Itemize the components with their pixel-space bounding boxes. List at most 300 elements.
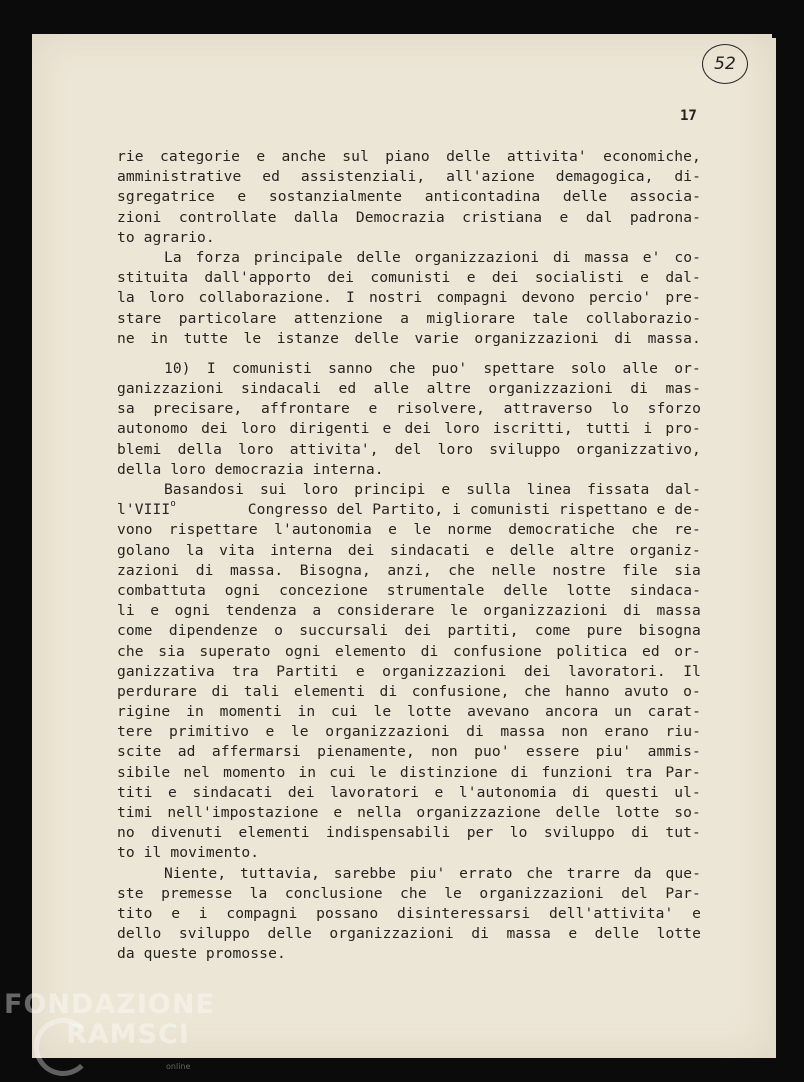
word: superato bbox=[199, 642, 271, 660]
word: associa- bbox=[629, 188, 701, 206]
word: dal- bbox=[665, 269, 701, 287]
word: funzioni bbox=[541, 763, 613, 781]
word: piano bbox=[385, 148, 430, 165]
word: di bbox=[195, 561, 214, 579]
word: di bbox=[211, 682, 230, 700]
word: e bbox=[485, 541, 495, 559]
text-line bbox=[117, 702, 701, 722]
word: interna bbox=[270, 541, 333, 559]
word: anzi, bbox=[387, 561, 432, 579]
word: e bbox=[434, 783, 444, 801]
text-line bbox=[117, 309, 701, 329]
word: Bisogna, bbox=[299, 561, 371, 579]
word: massa bbox=[506, 925, 551, 943]
word: li bbox=[117, 602, 135, 620]
word: piu' bbox=[595, 743, 632, 761]
word: errato bbox=[459, 864, 513, 882]
word: attivita' bbox=[506, 148, 587, 165]
text-line bbox=[117, 642, 701, 662]
word: La bbox=[164, 248, 182, 266]
word: ganizzativa bbox=[117, 662, 215, 680]
word: di bbox=[630, 380, 649, 398]
text-line bbox=[117, 783, 701, 803]
word: elementi bbox=[238, 824, 310, 842]
word: fissata bbox=[587, 481, 650, 498]
word: di bbox=[510, 763, 529, 781]
text-line bbox=[117, 440, 701, 460]
word: loro bbox=[437, 440, 474, 458]
word: or- bbox=[674, 359, 701, 377]
text-line bbox=[117, 621, 701, 641]
word: sanno bbox=[328, 359, 373, 377]
word: di bbox=[471, 925, 489, 943]
word: so- bbox=[674, 804, 701, 821]
word: tali bbox=[243, 682, 280, 700]
word: re- bbox=[674, 521, 701, 539]
word: e bbox=[559, 208, 569, 226]
word: zioni bbox=[117, 208, 162, 226]
word: Democrazia bbox=[355, 208, 445, 226]
word: e' bbox=[642, 248, 661, 266]
word: ganizzazioni bbox=[117, 380, 224, 398]
word: massa. bbox=[647, 329, 701, 347]
word: collaborazio- bbox=[585, 309, 701, 327]
text-line bbox=[117, 187, 701, 207]
word: la bbox=[249, 884, 268, 902]
word: tutte bbox=[183, 329, 228, 347]
word: e bbox=[265, 723, 275, 741]
word: o bbox=[274, 622, 283, 640]
word: sviluppo bbox=[489, 440, 561, 458]
word: bisogna bbox=[638, 622, 701, 640]
word: a bbox=[312, 602, 322, 620]
word: tito bbox=[117, 904, 153, 922]
word: le bbox=[368, 763, 387, 781]
word: amministrative bbox=[117, 168, 242, 186]
word: hanno bbox=[565, 682, 610, 700]
word: dello bbox=[117, 925, 162, 943]
word: migliorare bbox=[426, 309, 516, 327]
word: della bbox=[177, 440, 222, 458]
word: e bbox=[171, 904, 181, 922]
word: Il bbox=[683, 662, 701, 680]
word: questi bbox=[605, 783, 659, 801]
word: nelle bbox=[491, 561, 536, 579]
text-line: to agrario. bbox=[117, 228, 215, 246]
word: tutti bbox=[585, 420, 631, 438]
word: divenuti bbox=[151, 824, 223, 842]
word: ancora bbox=[545, 703, 599, 721]
gramsci-g-logo-icon bbox=[34, 1018, 92, 1076]
word: le bbox=[444, 884, 462, 902]
word: o- bbox=[683, 682, 701, 700]
text-line bbox=[117, 520, 701, 540]
word: nell'impostazione bbox=[167, 804, 319, 821]
word: combattuta bbox=[117, 581, 206, 599]
word: dall'apporto bbox=[204, 269, 312, 287]
word: affrontare bbox=[261, 400, 350, 418]
word: ne bbox=[117, 329, 135, 347]
fondazione-gramsci-watermark bbox=[4, 989, 215, 1071]
word: tendenza bbox=[225, 602, 297, 620]
text-line bbox=[117, 541, 701, 561]
word: economiche, bbox=[603, 148, 701, 165]
word: come bbox=[117, 622, 153, 640]
word: altre bbox=[426, 380, 472, 398]
word: titi bbox=[117, 783, 153, 801]
word: che bbox=[400, 884, 427, 902]
line-prefix: l'VIII bbox=[117, 501, 171, 519]
word: del bbox=[394, 440, 422, 458]
word: premesse bbox=[161, 884, 233, 902]
text-line bbox=[117, 823, 701, 843]
text-line bbox=[117, 379, 701, 399]
text-line bbox=[117, 208, 701, 228]
word: rie bbox=[117, 148, 144, 165]
word: 10) bbox=[164, 359, 191, 377]
word: principale bbox=[253, 248, 343, 266]
word: ed bbox=[641, 642, 660, 660]
text-line bbox=[117, 884, 701, 904]
word: sarebbe bbox=[333, 864, 397, 882]
word: particolare bbox=[178, 309, 277, 327]
word: loro bbox=[444, 420, 480, 438]
word: pienamente, bbox=[317, 743, 415, 761]
word: percio' bbox=[589, 289, 652, 307]
word: compagni bbox=[436, 289, 508, 307]
word: stituita bbox=[117, 269, 189, 287]
archive-number: 52 bbox=[714, 54, 736, 74]
word: elemento bbox=[335, 642, 407, 660]
word: sindacati bbox=[192, 783, 273, 801]
text-line: to il movimento. bbox=[117, 844, 260, 862]
word: attivita', bbox=[289, 440, 379, 458]
word: nostri bbox=[368, 289, 423, 307]
word: pro- bbox=[665, 420, 701, 438]
word: sulla bbox=[466, 481, 511, 498]
text-line: della loro democrazia interna. bbox=[117, 460, 384, 478]
word: socialisti bbox=[534, 269, 624, 287]
word: altre bbox=[569, 541, 615, 559]
text-line bbox=[117, 480, 701, 500]
page-number: 17 bbox=[680, 108, 697, 124]
word: principi bbox=[354, 481, 426, 498]
word: dei bbox=[404, 420, 432, 438]
word: sindacali bbox=[241, 380, 322, 398]
word: piu' bbox=[409, 864, 446, 882]
word: ogni bbox=[174, 602, 211, 620]
word: vita bbox=[219, 541, 255, 559]
word: dirigenti bbox=[289, 420, 370, 438]
word: dell'attivita' bbox=[548, 904, 674, 922]
word: file bbox=[622, 561, 658, 579]
word: loro bbox=[240, 420, 277, 438]
word: sia bbox=[674, 561, 701, 579]
word: sia bbox=[158, 642, 185, 660]
word: co- bbox=[674, 248, 701, 266]
word: strumentale bbox=[386, 581, 485, 599]
word: nel bbox=[183, 763, 211, 781]
text-line bbox=[117, 359, 701, 379]
watermark-online: online bbox=[166, 1062, 191, 1071]
word: non bbox=[431, 743, 458, 761]
word: delle bbox=[354, 329, 399, 347]
word: ammis- bbox=[647, 743, 701, 761]
word: la bbox=[117, 289, 135, 307]
word: linea bbox=[526, 481, 572, 498]
word: organizzazioni bbox=[488, 380, 613, 398]
word: in bbox=[150, 329, 169, 347]
word: sforzo bbox=[647, 400, 701, 418]
word: carat- bbox=[647, 703, 701, 721]
word: zazioni bbox=[117, 561, 180, 579]
word: rigine bbox=[117, 703, 171, 721]
word: dei bbox=[491, 269, 519, 287]
word: ogni bbox=[224, 581, 261, 599]
word: non bbox=[561, 723, 589, 741]
word: anticontadina bbox=[424, 188, 541, 206]
word: iscritti, bbox=[492, 420, 573, 438]
word: delle bbox=[594, 925, 640, 943]
word: puo' bbox=[431, 359, 468, 377]
word: lotte bbox=[614, 804, 660, 821]
word: dalla bbox=[294, 208, 339, 226]
word: loro bbox=[302, 481, 339, 498]
word: ed bbox=[262, 168, 281, 186]
word: di bbox=[466, 723, 484, 741]
word: delle bbox=[562, 188, 608, 206]
word: lo bbox=[509, 824, 528, 842]
word: varie bbox=[414, 329, 459, 347]
word: Basandosi bbox=[164, 481, 244, 498]
word: sul bbox=[342, 148, 369, 165]
word: in bbox=[298, 763, 317, 781]
word: dal bbox=[585, 208, 613, 226]
word: rispettare bbox=[168, 521, 258, 539]
word: norme bbox=[447, 521, 492, 539]
word: di bbox=[572, 783, 590, 801]
word: elementi bbox=[293, 682, 365, 700]
word: che bbox=[524, 682, 551, 700]
word: disinteressarsi bbox=[397, 904, 531, 922]
word: all'azione bbox=[446, 168, 535, 186]
word: istanze bbox=[276, 329, 339, 347]
word: partiti, bbox=[447, 622, 519, 640]
word: riu- bbox=[665, 723, 701, 741]
word: conclusione bbox=[284, 884, 383, 902]
word: e bbox=[150, 602, 160, 620]
word: un bbox=[614, 703, 632, 721]
word: vono bbox=[117, 521, 153, 539]
text-line bbox=[117, 682, 701, 702]
word: solo bbox=[570, 359, 607, 377]
word: e bbox=[388, 521, 398, 539]
word: e bbox=[692, 904, 701, 922]
word: dei bbox=[523, 662, 551, 680]
text-line bbox=[117, 288, 701, 308]
word: e bbox=[368, 400, 378, 418]
word: blemi bbox=[117, 440, 162, 458]
word: forza bbox=[195, 248, 241, 266]
word: di- bbox=[674, 168, 701, 186]
word: delle bbox=[509, 541, 555, 559]
word: organizzazioni bbox=[474, 329, 599, 347]
ordinal-superscript: o bbox=[170, 499, 176, 510]
word: stare bbox=[117, 309, 162, 327]
word: delle bbox=[503, 581, 548, 599]
word: dei bbox=[404, 622, 432, 640]
word: lavoratori. bbox=[568, 662, 666, 680]
word: e bbox=[256, 148, 266, 165]
word: loro bbox=[238, 440, 274, 458]
word: cui bbox=[331, 703, 358, 721]
word: indispensabili bbox=[325, 824, 451, 842]
word: padrona- bbox=[629, 208, 701, 226]
word: cui bbox=[329, 763, 356, 781]
text-line bbox=[117, 581, 701, 601]
word: che bbox=[388, 359, 416, 377]
word: da bbox=[633, 864, 652, 882]
word: dei bbox=[201, 420, 228, 438]
word: scite bbox=[117, 743, 162, 761]
word: Par- bbox=[665, 884, 701, 902]
word: e bbox=[168, 783, 177, 801]
word: delle bbox=[446, 148, 491, 165]
word: lavoratori bbox=[330, 783, 419, 801]
word: nella bbox=[357, 804, 402, 821]
text-line bbox=[117, 248, 701, 268]
word: Partiti bbox=[276, 662, 339, 680]
word: organizzazioni bbox=[329, 925, 454, 943]
word: organizzazioni bbox=[479, 884, 604, 902]
word: l'autonomia bbox=[458, 783, 557, 801]
text-line bbox=[117, 329, 701, 349]
word: assistenziali, bbox=[300, 168, 426, 186]
word: massa bbox=[500, 723, 545, 741]
word: e bbox=[333, 804, 343, 821]
word: e bbox=[568, 925, 578, 943]
word: autonomo bbox=[117, 420, 189, 438]
word: le bbox=[449, 602, 468, 620]
word: attenzione bbox=[293, 309, 383, 327]
word: democratiche bbox=[508, 521, 615, 539]
word: la bbox=[185, 541, 204, 559]
word: compagni bbox=[226, 904, 298, 922]
word: que- bbox=[665, 864, 701, 882]
word: erano bbox=[604, 723, 649, 741]
word: confusione bbox=[452, 642, 542, 660]
word: Niente, bbox=[164, 864, 227, 882]
word: affermarsi bbox=[211, 743, 301, 761]
text-line bbox=[117, 662, 701, 682]
word: ul- bbox=[674, 783, 701, 801]
word: tra bbox=[625, 763, 653, 781]
archive-number-stamp bbox=[702, 44, 748, 84]
word: ad bbox=[177, 743, 196, 761]
word: le bbox=[413, 521, 432, 539]
word: categorie bbox=[160, 148, 240, 165]
text-line bbox=[117, 722, 701, 742]
line-text: Congresso del Partito, i comunisti rispettano e de- bbox=[247, 501, 701, 519]
word: tere bbox=[117, 723, 153, 741]
text-line bbox=[117, 864, 701, 884]
word: dipendenze bbox=[168, 622, 258, 640]
word: possano bbox=[316, 904, 379, 922]
word: comunisti bbox=[231, 359, 312, 377]
word: in bbox=[186, 703, 204, 721]
word: I bbox=[206, 359, 216, 377]
text-line bbox=[117, 742, 701, 762]
text-line bbox=[117, 268, 701, 288]
word: mas- bbox=[665, 380, 701, 398]
word: per bbox=[466, 824, 494, 842]
word: che bbox=[631, 521, 658, 539]
word: cristiana bbox=[462, 208, 543, 226]
word: in bbox=[297, 703, 316, 721]
word: collaborazione. bbox=[198, 289, 332, 307]
word: nostre bbox=[552, 561, 606, 579]
word: massa. bbox=[229, 561, 284, 579]
word: le bbox=[373, 703, 392, 721]
text-line bbox=[117, 601, 701, 621]
word: ogni bbox=[284, 642, 321, 660]
text-line bbox=[117, 803, 701, 823]
word: risolvere, bbox=[396, 400, 485, 418]
word: spettare bbox=[483, 359, 555, 377]
word: essere bbox=[526, 743, 580, 761]
word: e bbox=[355, 662, 365, 680]
word: demagogica, bbox=[555, 168, 654, 186]
word: sindaca- bbox=[629, 581, 701, 599]
word: avevano bbox=[467, 703, 530, 721]
word: sgregatrice bbox=[117, 188, 215, 206]
text-line bbox=[117, 904, 701, 924]
word: distinzione bbox=[399, 763, 498, 781]
word: di bbox=[614, 329, 633, 347]
text-line bbox=[117, 167, 701, 187]
word: di bbox=[552, 248, 571, 266]
word: golano bbox=[117, 541, 171, 559]
text-line bbox=[117, 419, 701, 439]
word: avuto bbox=[624, 682, 669, 700]
word: organizzazioni bbox=[483, 602, 608, 620]
text-line bbox=[117, 399, 701, 419]
word: delle bbox=[555, 804, 601, 821]
word: lotte bbox=[566, 581, 612, 599]
word: organizzazioni bbox=[414, 248, 540, 266]
word: e bbox=[237, 188, 247, 206]
word: ed bbox=[338, 380, 357, 398]
word: comunisti bbox=[370, 269, 451, 287]
word: ste bbox=[117, 884, 144, 902]
word: delle bbox=[356, 248, 401, 266]
word: massa bbox=[584, 248, 629, 266]
word: organizzazioni bbox=[382, 662, 507, 680]
word: del bbox=[621, 884, 648, 902]
word: sui bbox=[260, 481, 287, 498]
text-line bbox=[117, 924, 701, 944]
word: lotte bbox=[656, 925, 701, 943]
word: tut- bbox=[665, 824, 701, 842]
word: organiz- bbox=[629, 541, 701, 559]
word: di bbox=[631, 824, 650, 842]
word: a bbox=[400, 309, 409, 327]
word: politica bbox=[556, 642, 628, 660]
word: massa bbox=[656, 602, 701, 620]
paragraph-gap bbox=[117, 349, 701, 359]
word: pre- bbox=[665, 289, 701, 307]
word: primitivo bbox=[169, 723, 250, 741]
